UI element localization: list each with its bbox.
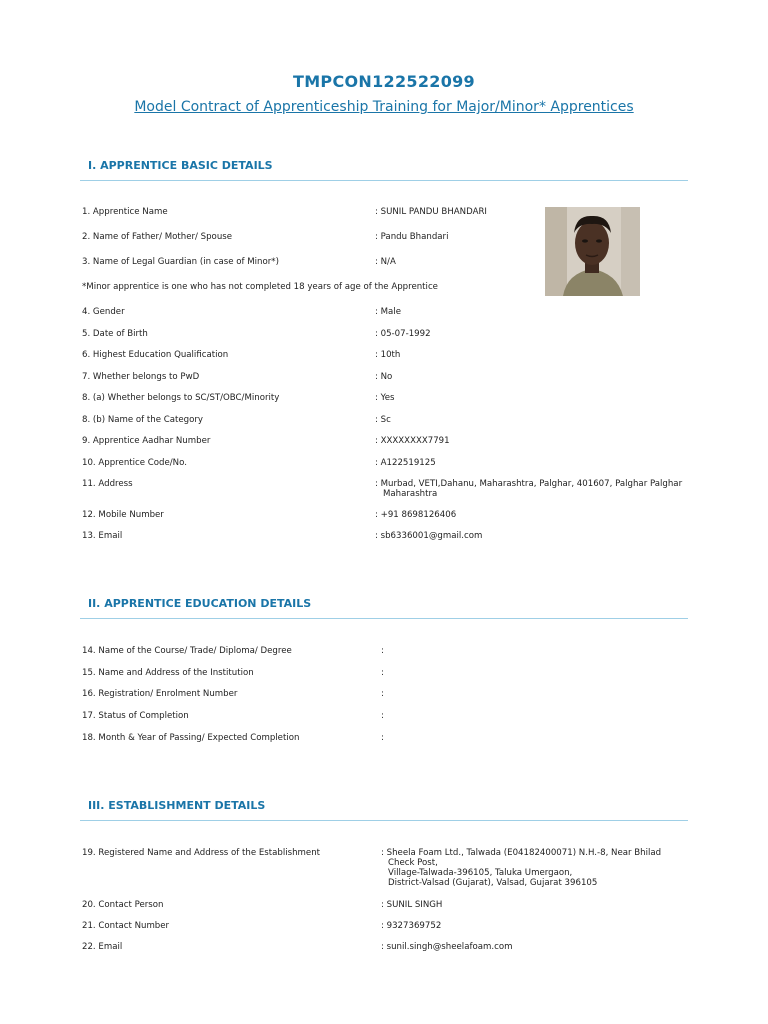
row-value: : Sheela Foam Ltd., Talwada (E04182400071) N.H.-8, Near Bhilad [381, 848, 662, 858]
row-value: : +91 8698126406 [375, 510, 457, 520]
row-value: : [381, 689, 384, 699]
row-value: : No [375, 372, 393, 382]
apprentice-photo-image [545, 207, 640, 296]
row-value: : [381, 733, 384, 743]
section-divider [80, 820, 688, 821]
document-title: Model Contract of Apprenticeship Training for Major/Minor* Apprentices [134, 99, 634, 115]
row-label: 18. Month & Year of Passing/ Expected Completion [82, 733, 300, 743]
row-label: 6. Highest Education Qualification [82, 350, 229, 360]
row-value: : 9327369752 [381, 921, 442, 931]
row-label: 2. Name of Father/ Mother/ Spouse [82, 232, 233, 242]
row-value: : SUNIL PANDU BHANDARI [375, 207, 487, 217]
row-label: 1. Apprentice Name [82, 207, 168, 217]
row-value-continued: District-Valsad (Gujarat), Valsad, Gujarat 396105 [388, 878, 598, 888]
row-label: 11. Address [82, 479, 133, 489]
row-label: 7. Whether belongs to PwD [82, 372, 200, 382]
document-id: TMPCON122522099 [293, 72, 475, 91]
row-value-continued: Check Post, [388, 858, 438, 868]
row-label: 10. Apprentice Code/No. [82, 458, 187, 468]
section-heading-establishment-details: III. ESTABLISHMENT DETAILS [88, 799, 266, 812]
section-heading-education-details: II. APPRENTICE EDUCATION DETAILS [88, 597, 312, 610]
row-value: : [381, 668, 384, 678]
row-value: : 05-07-1992 [375, 329, 431, 339]
row-label: 8. (a) Whether belongs to SC/ST/OBC/Minority [82, 393, 280, 403]
row-value: : Murbad, VETI,Dahanu, Maharashtra, Palghar, 401607, Palghar Palghar [375, 479, 683, 489]
row-label: 14. Name of the Course/ Trade/ Diploma/ Degree [82, 646, 292, 656]
row-label: 16. Registration/ Enrolment Number [82, 689, 238, 699]
row-value: : SUNIL SINGH [381, 900, 443, 910]
row-label: 5. Date of Birth [82, 329, 148, 339]
row-label: 13. Email [82, 531, 123, 541]
row-value: : A122519125 [375, 458, 436, 468]
row-label: 3. Name of Legal Guardian (in case of Minor*) [82, 257, 279, 267]
row-label: 8. (b) Name of the Category [82, 415, 204, 425]
row-value: : Sc [375, 415, 391, 425]
row-value: : Yes [375, 393, 395, 403]
apprentice-photo [545, 207, 640, 296]
row-label: 20. Contact Person [82, 900, 164, 910]
row-value-continued: Village-Talwada-396105, Taluka Umergaon, [388, 868, 573, 878]
row-label: 21. Contact Number [82, 921, 170, 931]
row-value: : Male [375, 307, 401, 317]
row-value: : N/A [375, 257, 396, 267]
row-label: 15. Name and Address of the Institution [82, 668, 254, 678]
row-label: 19. Registered Name and Address of the Establishment [82, 848, 321, 858]
row-label: 9. Apprentice Aadhar Number [82, 436, 211, 446]
row-value: : sunil.singh@sheelafoam.com [381, 942, 513, 952]
row-value: : [381, 646, 384, 656]
row-value: : Pandu Bhandari [375, 232, 449, 242]
row-value: : XXXXXXXX7791 [375, 436, 450, 446]
row-value: : [381, 711, 384, 721]
row-value: : 10th [375, 350, 401, 360]
minor-apprentice-note: *Minor apprentice is one who has not completed 18 years of age of the Apprentice [82, 282, 438, 292]
section-divider [80, 180, 688, 181]
section-divider [80, 618, 688, 619]
row-value-continued: Maharashtra [383, 489, 438, 499]
row-label: 12. Mobile Number [82, 510, 164, 520]
row-value: : sb6336001@gmail.com [375, 531, 483, 541]
section-heading-basic-details: I. APPRENTICE BASIC DETAILS [88, 159, 273, 172]
row-label: 22. Email [82, 942, 123, 952]
row-label: 4. Gender [82, 307, 125, 317]
row-label: 17. Status of Completion [82, 711, 189, 721]
